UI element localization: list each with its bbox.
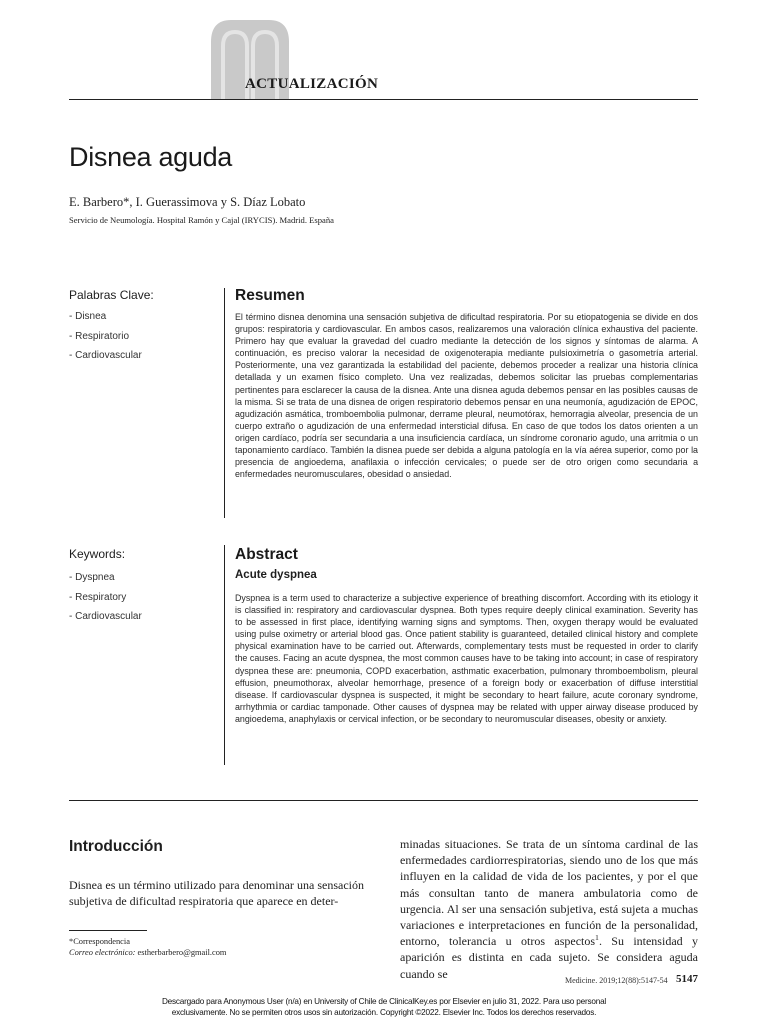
keyword-item: - Respiratory: [69, 591, 127, 603]
footnote-correspondence: *Correspondencia: [69, 937, 130, 946]
keyword-item: - Dyspnea: [69, 572, 115, 583]
header-rule: [69, 99, 698, 100]
resumen-heading: Resumen: [235, 287, 305, 304]
keywords-es-heading: Palabras Clave:: [69, 288, 154, 302]
footnote-rule: [69, 930, 147, 931]
article-title: Disnea aguda: [69, 142, 233, 172]
intro-text-right: [400, 836, 698, 982]
section-rule: [69, 800, 698, 801]
abstract-text: Dyspnea is a term used to characterize a subjective experience of breathing discomfort. According with its etiology it is classified in: respiratory and cardiovascular dyspnea. Both types require deeply clinical examination. Severity has to be assessed in first place, identifying warning signs and symptoms. Then, oxygen therapy would be evaluated using pulse oximetry or arterial blood gas. Once patient stability is guaranteed, detailed clinical history and complete physical examination have to be carried out. Afterwards, complementary tests must be requested in order to clarify the causes. Facing an acute dyspnea, the most common causes have to be taking into account; in case of respiratory dyspnea these are: pneumonia, COPD exacerbation, asthmatic exacerbation, pulmonary thromboembolism, pleural effusion, pneumothorax, alveolar hemorrhage, presence of a foreign body or exacerbation of diffuse interstitial disease. If cardiovascular dyspnea is suspected, it might be secondary to heart failure, acute coronary syndrome, arrhythmia or cardiac tamponade. Other causes of dyspnea may be related with upper airway disease produced by angioedema, anaphylaxis or cervical infection, or be secondary to neuromuscular diseases, obesity or anxiety.: [235, 593, 698, 724]
email-address: estherbarbero@gmail.com: [137, 948, 227, 957]
intro-text-right-a: minadas situaciones. Se trata de un síntoma cardinal de las enfermedades cardiorrespiratorias, siendo uno de los que más influyen en la calidad de vida de los pacientes, y por el que más consultan tanto de manera ambulatoria como de urgencia. Al ser una sensación subjetiva, está sujeta a muchas variaciones e interpretaciones en función de la personalidad, entorno, tolerancia u otros aspectos: [400, 837, 698, 949]
keywords-en-heading: Keywords:: [69, 547, 126, 561]
citation: Medicine. 2019;12(88):5147-54: [565, 976, 668, 985]
footnote-email: [69, 948, 226, 957]
section-label: ACTUALIZACIÓN: [245, 76, 379, 92]
reference-sup: 1: [595, 933, 599, 943]
keyword-item: - Disnea: [69, 311, 107, 322]
abstract-heading: Abstract: [235, 546, 298, 563]
keyword-item: - Respiratorio: [69, 330, 130, 342]
abstract-subtitle: Acute dyspnea: [235, 569, 317, 581]
keyword-item: - Cardiovascular: [69, 611, 142, 622]
keywords-es-list: [69, 307, 142, 366]
page-number: 5147: [676, 973, 698, 985]
intro-heading: Introducción: [69, 838, 163, 855]
resumen-text: El término disnea denomina una sensación subjetiva de dificultad respiratoria. Por su etiopatogenia se divide en dos grupos: respiratoria y cardiovascular. En ambos casos, realizaremos una valoración clínica exhaustiva del paciente. Primero hay que evaluar la gravedad del cuadro mediante la detección de los signos y síntomas de alarma. A continuación, es preciso valorar la necesidad de oxigenoterapia mediante pulsioximetría o gasometría arterial. Posteriormente, una vez garantizada la estabilidad del paciente, debemos proceder a realizar una historia clínica detallada y un examen físico completo. Una vez realizadas, debemos solicitar las pruebas complementarias pertinentes para esclarecer la causa de la disnea. Ante una disnea aguda debemos pensar en las posibles causas de la misma. Si se trata de una disnea de origen respiratorio debemos pensar en una neumonía, agudización de EPOC, agudización asmática, tromboembolia pulmonar, derrame pleural, neumotórax, hemorragia alveolar, presencia de un cuerpo extraño o agudización de una enfermedad intersticial difusa. En caso de que todos los datos orienten a un origen cardíaco, podría ser secundaria a una insuficiencia cardíaca, un síndrome coronario agudo, una arritmia o un taponamiento cardíaco. También la disnea puede ser debida a alguna patología en la vía aérea superior, como por la presencia de angioedema, anafilaxia o infección cervicales; o puede ser de otro origen como secundaria a enfermedades neuromusculares, obesidad o ansiedad.: [235, 312, 698, 480]
article-authors: E. Barbero*, I. Guerassimova y S. Díaz Lobato: [69, 195, 306, 209]
keyword-item: - Cardiovascular: [69, 350, 142, 361]
download-notice-line1: Descargado para Anonymous User (n/a) en University of Chile de ClinicalKey.es por Elsevier en julio 31, 2022. Para uso personal: [161, 997, 607, 1006]
intro-text-left: Disnea es un término utilizado para denominar una sensación subjetiva de dificultad respiratoria que aparece en deter-: [69, 878, 364, 909]
intro-text-right-b: . Su intensidad y aparición es distinta en cada sujeto. Se considera aguda cuando se: [400, 934, 698, 981]
download-notice-line2: exclusivamente. No se permiten otros usos sin autorización. Copyright ©2022. Elsevier Inc. Todos los derechos reservados.: [171, 1008, 597, 1017]
resumen-divider: [224, 288, 225, 518]
email-label: Correo electrónico:: [69, 948, 136, 957]
keywords-en-list: [69, 568, 142, 627]
article-affiliation: Servicio de Neumología. Hospital Ramón y Cajal (IRYCIS). Madrid. España: [69, 215, 334, 225]
abstract-divider: [224, 545, 225, 765]
